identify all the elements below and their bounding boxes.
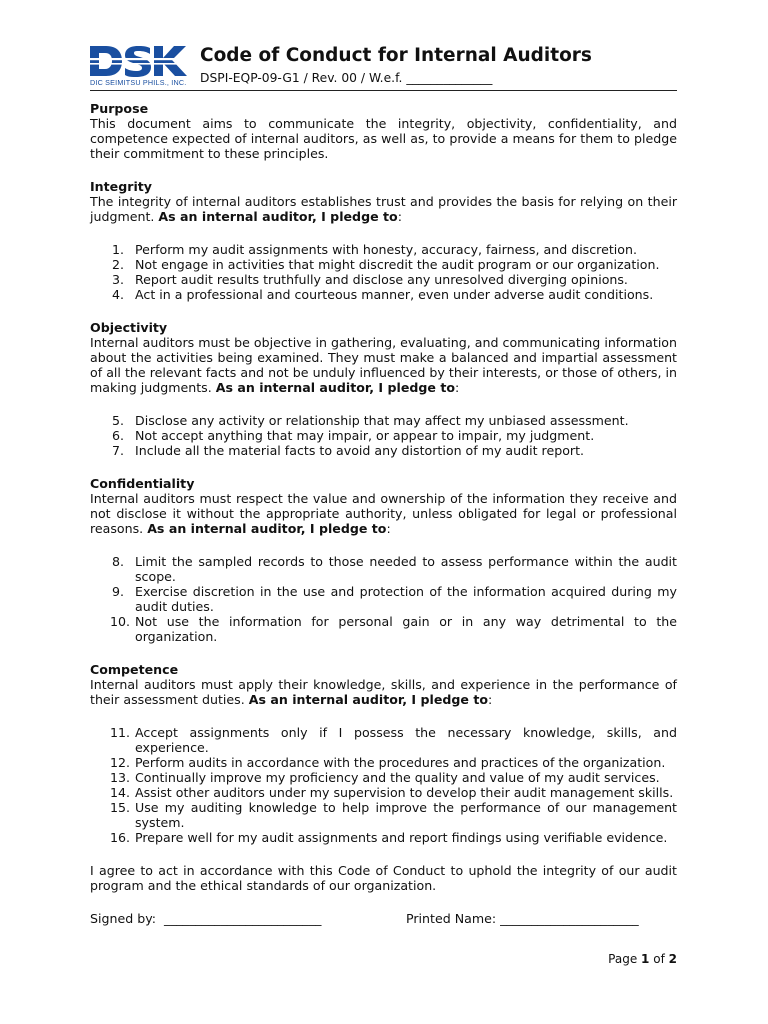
list-text: Not engage in activities that might discredit the audit program or our organization. <box>135 257 660 272</box>
pledge-text: As an internal auditor, I pledge to <box>248 692 488 707</box>
list-text: Exercise discretion in the use and protection of the information acquired during my audit duties. <box>135 584 677 614</box>
list-text: Act in a professional and courteous manner, even under adverse audit conditions. <box>135 287 654 302</box>
section-body: The integrity of internal auditors establishes trust and provides the basis for relying on their judgment. As an internal auditor, I pledge to: <box>90 194 677 224</box>
list-item <box>90 584 677 614</box>
list-text: Not accept anything that may impair, or appear to impair, my judgment. <box>135 428 595 443</box>
document-title: Code of Conduct for Internal Auditors <box>200 45 592 66</box>
page-number: Page 1 of 2 <box>608 952 677 966</box>
list-number: 8. <box>112 554 125 569</box>
pledge-list <box>90 413 677 458</box>
document-header <box>90 40 677 91</box>
pledge-text: As an internal auditor, I pledge to <box>147 521 387 536</box>
pledge-list <box>90 242 677 302</box>
list-item <box>90 785 677 800</box>
list-text: Accept assignments only if I possess the necessary knowledge, skills, and experience. <box>135 725 677 755</box>
list-item <box>90 413 677 428</box>
list-number: 2. <box>112 257 125 272</box>
list-number: 6. <box>112 428 125 443</box>
pledge-text: As an internal auditor, I pledge to <box>215 380 455 395</box>
list-item <box>90 800 677 830</box>
list-number: 7. <box>112 443 125 458</box>
section-body: Internal auditors must respect the value and ownership of the information they receive and not disclose it without the appropriate authority, unless obligated for legal or professional reasons. As an internal auditor, I pledge to: <box>90 491 677 536</box>
list-number: 13. <box>110 770 131 785</box>
company-logo <box>90 44 190 88</box>
agreement-statement: I agree to act in accordance with this Code of Conduct to uphold the integrity of our audit program and the ethical standards of our organization. <box>90 863 677 893</box>
pledge-text: As an internal auditor, I pledge to <box>158 209 398 224</box>
signature-row <box>90 911 677 927</box>
list-number: 12. <box>110 755 131 770</box>
section-body: Internal auditors must apply their knowledge, skills, and experience in the performance of their assessment duties. As an internal auditor, I pledge to: <box>90 677 677 707</box>
section-heading: Objectivity <box>90 320 168 335</box>
list-number: 10. <box>110 614 131 629</box>
dsk-logo-icon <box>90 44 190 78</box>
list-item <box>90 428 677 443</box>
section-body: This document aims to communicate the integrity, objectivity, confidentiality, and competence expected of internal auditors, as well as, to provide a means for them to pledge their commitment to these principles. <box>90 116 677 161</box>
document-page <box>90 40 677 927</box>
list-text: Assist other auditors under my supervision to develop their audit management skills. <box>135 785 674 800</box>
list-item <box>90 830 677 845</box>
purpose-section <box>90 101 677 161</box>
pledge-list <box>90 554 677 644</box>
list-item <box>90 614 677 644</box>
list-text: Not use the information for personal gain or in any way detrimental to the organization. <box>135 614 677 644</box>
list-number: 15. <box>110 800 131 815</box>
list-item <box>90 770 677 785</box>
list-number: 3. <box>112 272 125 287</box>
list-text: Perform my audit assignments with honesty, accuracy, fairness, and discretion. <box>135 242 637 257</box>
list-text: Continually improve my proficiency and the quality and value of my audit services. <box>135 770 660 785</box>
list-item <box>90 755 677 770</box>
list-number: 14. <box>110 785 131 800</box>
list-text: Limit the sampled records to those needed to assess performance within the audit scope. <box>135 554 677 584</box>
document-code: DSPI-EQP-09-G1 / Rev. 00 / W.e.f. ______________ <box>200 71 493 85</box>
list-text: Prepare well for my audit assignments and report findings using verifiable evidence. <box>135 830 668 845</box>
list-number: 1. <box>112 242 125 257</box>
list-item <box>90 242 677 257</box>
list-item <box>90 725 677 755</box>
section-heading: Integrity <box>90 179 152 194</box>
pledge-list <box>90 725 677 845</box>
confidentiality-section <box>90 476 677 644</box>
printed-name-field[interactable]: Printed Name: ______________________ <box>406 911 639 926</box>
document-body <box>90 91 677 927</box>
list-number: 4. <box>112 287 125 302</box>
list-item <box>90 257 677 272</box>
section-heading: Competence <box>90 662 179 677</box>
list-text: Perform audits in accordance with the procedures and practices of the organization. <box>135 755 666 770</box>
list-text: Use my auditing knowledge to help improve the performance of our management system. <box>135 800 677 830</box>
list-number: 16. <box>110 830 131 845</box>
list-number: 5. <box>112 413 125 428</box>
signed-by-field[interactable]: Signed by: _________________________ <box>90 911 322 926</box>
competence-section <box>90 662 677 845</box>
section-body: Internal auditors must be objective in gathering, evaluating, and communicating information about the activities being examined. They must make a balanced and impartial assessment of all the relevant facts and not be unduly influenced by their interests, or those of others, in making judgments. As an internal auditor, I pledge to: <box>90 335 677 395</box>
list-item <box>90 443 677 458</box>
list-text: Include all the material facts to avoid any distortion of my audit report. <box>135 443 585 458</box>
list-text: Report audit results truthfully and disclose any unresolved diverging opinions. <box>135 272 628 287</box>
list-number: 9. <box>112 584 125 599</box>
section-heading: Confidentiality <box>90 476 195 491</box>
list-item <box>90 554 677 584</box>
list-item <box>90 272 677 287</box>
list-number: 11. <box>110 725 131 740</box>
list-item <box>90 287 677 302</box>
list-text: Disclose any activity or relationship that may affect my unbiased assessment. <box>135 413 629 428</box>
objectivity-section <box>90 320 677 458</box>
section-heading: Purpose <box>90 101 149 116</box>
logo-subtext: DIC SEIMITSU PHILS., INC. <box>90 78 187 87</box>
integrity-section <box>90 179 677 302</box>
